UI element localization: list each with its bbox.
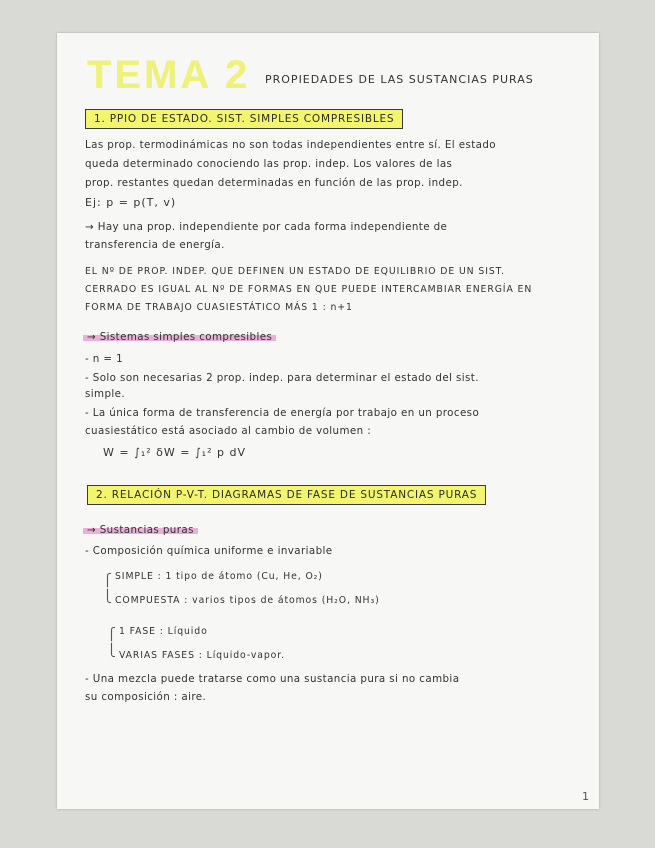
page-title: TEMA 2 <box>87 53 251 97</box>
caps-line: FORMA DE TRABAJO CUASIESTÁTICO MÁS 1 : n+1 <box>85 302 353 313</box>
fase-line: 1 FASE : Líquido <box>119 626 208 637</box>
example-formula: Ej: p = p(T, v) <box>85 196 177 209</box>
paragraph-line: Las prop. termodinámicas no son todas independientes entre sí. El estado <box>85 139 497 151</box>
simple-line: SIMPLE : 1 tipo de átomo (Cu, He, O₂) <box>115 571 323 582</box>
brace-icon: ⎩ <box>107 643 116 657</box>
page-subtitle: PROPIEDADES DE LAS SUSTANCIAS PURAS <box>265 73 534 86</box>
caps-line: CERRADO ES IGUAL AL Nº DE FORMAS EN QUE PUEDE INTERCAMBIAR ENERGÍA EN <box>85 284 533 295</box>
paragraph-line: transferencia de energía. <box>85 239 225 251</box>
subheading: → Sistemas simples compresibles <box>83 331 276 343</box>
notebook-page <box>57 33 599 809</box>
bullet-line: - Una mezcla puede tratarse como una sustancia pura si no cambia <box>85 673 460 685</box>
brace-icon: ⎧ <box>107 627 116 641</box>
bullet-line: cuasiestático está asociado al cambio de volumen : <box>85 425 372 437</box>
work-formula: W = ∫₁² δW = ∫₁² p dV <box>103 446 246 459</box>
page-number: 1 <box>582 790 589 803</box>
subheading: → Sustancias puras <box>83 524 198 536</box>
bullet-line: su composición : aire. <box>85 691 207 703</box>
bullet-line: - Solo son necesarias 2 prop. indep. para determinar el estado del sist. <box>85 372 479 384</box>
varias-line: VARIAS FASES : Líquido-vapor. <box>119 650 285 661</box>
section-2-heading: 2. RELACIÓN P-V-T. DIAGRAMAS DE FASE DE SUSTANCIAS PURAS <box>87 485 486 505</box>
caps-line: EL Nº DE PROP. INDEP. QUE DEFINEN UN ESTADO DE EQUILIBRIO DE UN SIST. <box>85 266 505 277</box>
paragraph-line: → Hay una prop. independiente por cada forma independiente de <box>85 221 448 233</box>
bullet-line: simple. <box>85 388 126 400</box>
section-1-heading: 1. PPIO DE ESTADO. SIST. SIMPLES COMPRESIBLES <box>85 109 403 129</box>
compuesta-line: COMPUESTA : varios tipos de átomos (H₂O, NH₃) <box>115 595 380 606</box>
bullet-line: - n = 1 <box>85 353 124 365</box>
brace-icon: ⎩ <box>103 589 112 603</box>
paragraph-line: prop. restantes quedan determinadas en función de las prop. indep. <box>85 177 463 189</box>
bullet-line: - La única forma de transferencia de energía por trabajo en un proceso <box>85 407 480 419</box>
paragraph-line: queda determinado conociendo las prop. indep. Los valores de las <box>85 158 453 170</box>
bullet-line: - Composición química uniforme e invariable <box>85 545 333 557</box>
brace-icon: ⎧ <box>103 573 112 587</box>
